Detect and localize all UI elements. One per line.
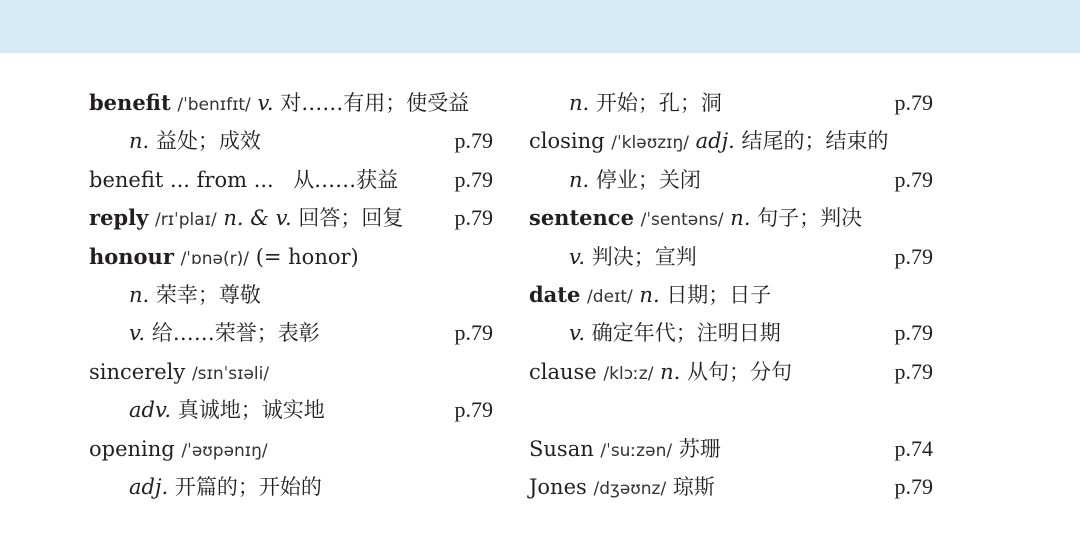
page-ref: p.79 — [454, 205, 493, 231]
meaning: 停业；关闭 — [595, 167, 701, 192]
blank-line — [529, 391, 935, 429]
page-ref: p.79 — [894, 243, 933, 269]
phonetic: /sɪnˈsɪəli/ — [191, 363, 270, 384]
phonetic: /ˈkləʊzɪŋ/ — [611, 133, 689, 154]
part-of-speech: v. — [569, 321, 586, 346]
entry-line — [89, 276, 495, 314]
part-of-speech: n. — [639, 282, 660, 307]
page-ref: p.79 — [894, 473, 933, 499]
meaning: 结尾的；结束的 — [741, 129, 889, 154]
meaning: (= honor) — [255, 244, 359, 269]
entry-line — [89, 238, 495, 276]
meaning: 对……有用；使受益 — [280, 91, 470, 115]
meaning: 从……获益 — [293, 167, 399, 192]
phonetic: /deɪt/ — [587, 286, 633, 307]
page-ref: p.74 — [894, 435, 933, 461]
entry-line — [89, 84, 495, 122]
part-of-speech: n. — [129, 129, 150, 154]
meaning: 确定年代；注明日期 — [591, 321, 781, 346]
part-of-speech: n. — [660, 359, 681, 384]
entry-line — [89, 122, 495, 160]
part-of-speech: v. — [569, 244, 586, 269]
headword: clause — [529, 359, 597, 384]
headword: sincerely — [89, 359, 186, 384]
vocabulary-column-left — [89, 84, 495, 506]
meaning: 给……荣誉；表彰 — [151, 321, 320, 346]
headword: Susan — [529, 436, 594, 461]
page-ref: p.79 — [454, 166, 493, 192]
headword: closing — [529, 129, 605, 154]
headword: sentence — [529, 205, 634, 231]
meaning: 日期；日子 — [666, 282, 772, 307]
part-of-speech: adv. — [129, 398, 172, 423]
entry-line — [529, 314, 935, 352]
entry-line — [89, 161, 495, 199]
entry-line — [529, 238, 935, 276]
page-ref: p.79 — [894, 166, 933, 192]
part-of-speech: adj. — [695, 129, 735, 154]
entry-line — [529, 199, 935, 237]
meaning: 判决；宣判 — [591, 244, 697, 269]
page-ref: p.79 — [894, 358, 933, 384]
page-ref: p.79 — [894, 90, 933, 115]
meaning: 开篇的；开始的 — [174, 474, 322, 499]
entry-line — [89, 391, 495, 429]
phonetic: /ˈsentəns/ — [640, 210, 724, 231]
headword: benefit — [89, 90, 171, 115]
meaning: 从句；分句 — [687, 359, 793, 384]
entry-line — [89, 199, 495, 237]
entry-line — [529, 276, 935, 314]
meaning: 苏珊 — [678, 436, 721, 461]
headword: reply — [89, 205, 149, 231]
part-of-speech: n. & v. — [223, 206, 292, 231]
entry-line — [89, 430, 495, 468]
phonetic: /klɔːz/ — [603, 363, 654, 384]
part-of-speech: n. — [569, 167, 590, 192]
entry-line — [89, 314, 495, 352]
page-ref: p.79 — [454, 320, 493, 346]
part-of-speech: v. — [129, 321, 146, 346]
entry-line — [89, 353, 495, 391]
phonetic: /ˈsuːzən/ — [600, 440, 673, 461]
headword: opening — [89, 436, 175, 461]
page-ref: p.79 — [894, 320, 933, 346]
phonetic: /dʒəʊnz/ — [593, 478, 667, 499]
part-of-speech: n. — [730, 206, 751, 231]
phonetic: /ˈɒnə(r)/ — [180, 248, 249, 269]
phonetic: /rɪˈplaɪ/ — [154, 210, 217, 231]
headword: Jones — [529, 474, 587, 499]
meaning: 荣幸；尊敬 — [155, 282, 261, 307]
page-ref: p.79 — [454, 397, 493, 423]
entry-line — [529, 353, 935, 391]
vocabulary-column-right — [529, 84, 935, 506]
entry-line — [89, 468, 495, 506]
meaning: 回答；回复 — [298, 206, 404, 231]
headword: benefit ... from ... — [89, 167, 274, 192]
header-band — [0, 0, 1080, 53]
meaning: 开始；孔；洞 — [595, 91, 722, 115]
phonetic: /ˈbenɪfɪt/ — [177, 95, 251, 115]
entry-line — [529, 468, 935, 506]
phonetic: /ˈəʊpənɪŋ/ — [181, 440, 268, 461]
part-of-speech: n. — [569, 91, 590, 115]
headword: honour — [89, 243, 174, 269]
meaning: 琼斯 — [672, 474, 715, 499]
headword: date — [529, 281, 581, 307]
part-of-speech: adj. — [129, 474, 169, 499]
page-ref: p.79 — [454, 128, 493, 154]
entry-line — [529, 84, 935, 122]
part-of-speech: v. — [257, 91, 274, 115]
entry-line — [529, 430, 935, 468]
entry-line — [529, 161, 935, 199]
meaning: 益处；成效 — [155, 129, 261, 154]
meaning: 真诚地；诚实地 — [177, 398, 325, 423]
part-of-speech: n. — [129, 282, 150, 307]
entry-line — [529, 122, 935, 160]
meaning: 句子；判决 — [757, 206, 863, 231]
